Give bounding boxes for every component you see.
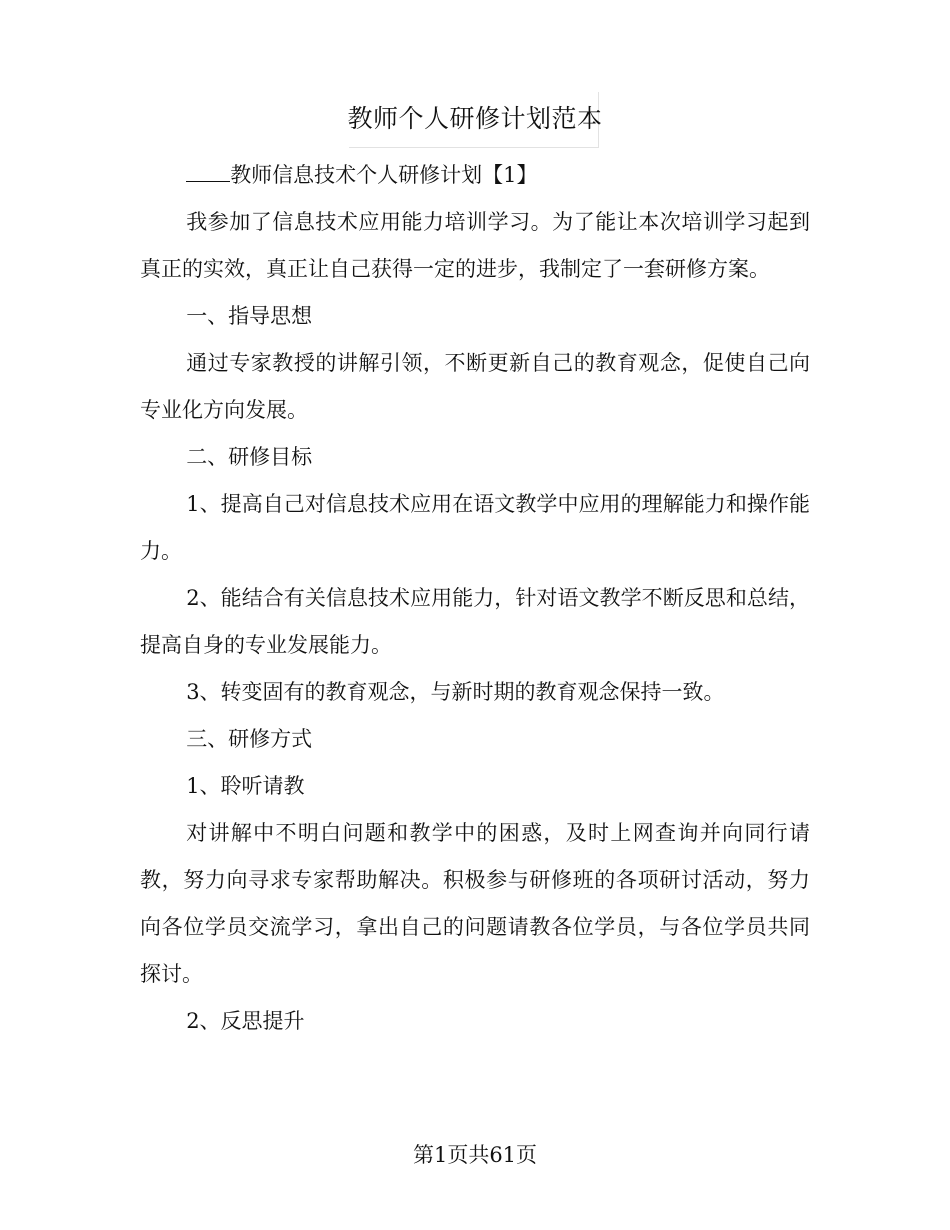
heading-goals: 二、研修目标 [186, 445, 313, 469]
goal-item-3: 3、转变固有的教育观念，与新时期的教育观念保持一致。 [186, 680, 725, 704]
page-number: 第1页共61页 [412, 1143, 538, 1167]
blank-underline [186, 163, 230, 182]
section-heading [140, 152, 810, 199]
paragraph-guiding-idea: 通过专家教授的讲解引领，不断更新自己的教育观念，促使自己向专业化方向发展。 [140, 351, 810, 422]
goal-item-1: 1、提高自己对信息技术应用在语文教学中应用的理解能力和操作能力。 [140, 492, 810, 563]
document-body [140, 152, 810, 1045]
heading-guiding-idea: 一、指导思想 [186, 304, 313, 328]
paragraph-intro: 我参加了信息技术应用能力培训学习。为了能让本次培训学习起到真正的实效，真正让自己获得一定的进步，我制定了一套研修方案。 [140, 210, 810, 281]
section-heading-text: 教师信息技术个人研修计划【1】 [230, 163, 538, 187]
document-title: 教师个人研修计划范本 [347, 104, 603, 133]
heading-methods: 三、研修方式 [186, 727, 313, 751]
method-item-1: 1、聆听请教 [186, 774, 305, 798]
paragraph-method-1: 对讲解中不明白问题和教学中的困惑，及时上网查询并向同行请教，努力向寻求专家帮助解决。积极参与研修班的各项研讨活动，努力向各位学员交流学习，拿出自己的问题请教各位学员，与各位学员共同探讨。 [140, 821, 810, 986]
method-item-2: 2、反思提升 [186, 1009, 305, 1033]
goal-item-2: 2、能结合有关信息技术应用能力，针对语文教学不断反思和总结，提高自身的专业发展能力。 [140, 586, 810, 657]
